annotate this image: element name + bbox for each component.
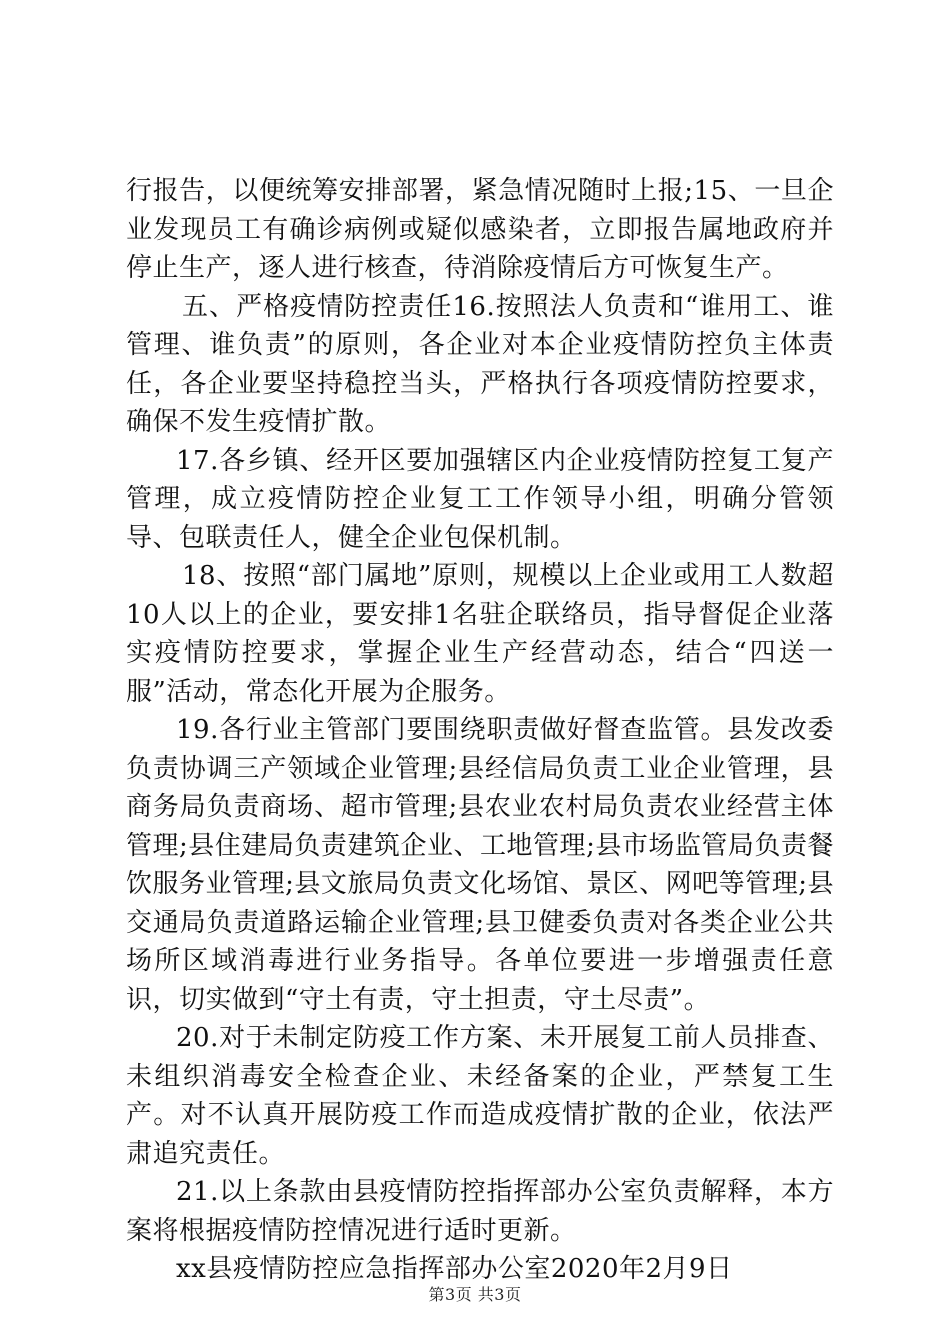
- paragraph-item-18: 18、按照“部门属地”原则，规模以上企业或用工人数超10人以上的企业，要安排1名驻企联络员，指导督促企业落实疫情防控要求，掌握企业生产经营动态，结合“四送一服”活动，常态化开展为企服务。: [126, 561, 834, 707]
- paragraph-item-17: 17.各乡镇、经开区要加强辖区内企业疫情防控复工复产管理，成立疫情防控企业复工工作领导小组，明确分管领导、包联责任人，健全企业包保机制。: [126, 445, 834, 553]
- document-body: [126, 172, 834, 1289]
- paragraph-item-21: 21.以上条款由县疫情防控指挥部办公室负责解释，本方案将根据疫情防控情况进行适时更新。: [126, 1177, 834, 1246]
- paragraph-continuation: 行报告，以便统筹安排部署，紧急情况随时上报;15、一旦企业发现员工有确诊病例或疑似感染者，立即报告属地政府并停止生产，逐人进行核查，待消除疫情后方可恢复生产。: [126, 176, 834, 283]
- paragraph-item-20: 20.对于未制定防疫工作方案、未开展复工前人员排查、未组织消毒安全检查企业、未经备案的企业，严禁复工生产。对不认真开展防疫工作而造成疫情扩散的企业，依法严肃追究责任。: [126, 1023, 834, 1169]
- paragraph-section-five: 五、严格疫情防控责任16.按照法人负责和“谁用工、谁管理、谁负责”的原则，各企业对本企业疫情防控负主体责任，各企业要坚持稳控当头，严格执行各项疫情防控要求，确保不发生疫情扩散。: [126, 291, 834, 437]
- page-footer: 第3页 共3页: [428, 1285, 522, 1304]
- signature-line: xx县疫情防控应急指挥部办公室2020年2月9日: [176, 1254, 733, 1284]
- paragraph-item-19: 19.各行业主管部门要围绕职责做好督查监管。县发改委负责协调三产领域企业管理;县经信局负责工业企业管理，县商务局负责商场、超市管理;县农业农村局负责农业经营主体管理;县住建局负责建筑企业、工地管理;县市场监管局负责餐饮服务业管理;县文旅局负责文化场馆、景区、网吧等管理;县交通局负责道路运输企业管理;县卫健委负责对各类企业公共场所区域消毒进行业务指导。各单位要进一步增强责任意识，切实做到“守土有责，守土担责，守土尽责”。: [126, 715, 834, 1015]
